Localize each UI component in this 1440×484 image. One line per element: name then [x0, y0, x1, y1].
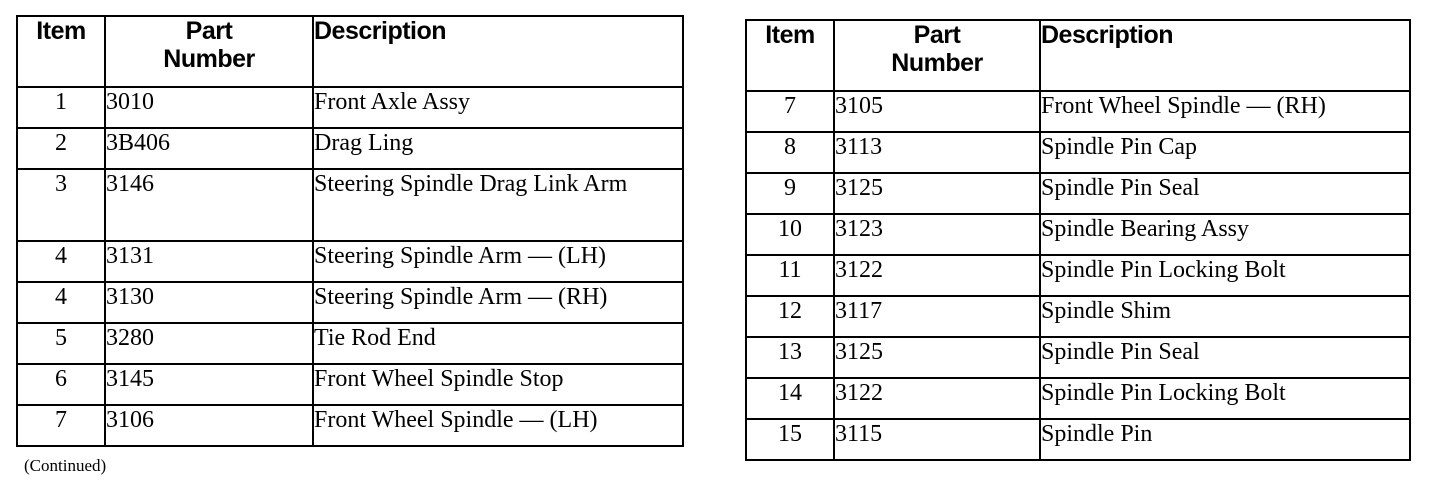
item-cell: 4: [17, 241, 105, 282]
header-part-number-line1: Part: [185, 17, 233, 45]
description-cell: Spindle Pin Locking Bolt: [1040, 378, 1410, 419]
description-cell: Front Wheel Spindle Stop: [313, 364, 683, 405]
description-cell: Spindle Pin Cap: [1040, 132, 1410, 173]
table-row: [746, 419, 1410, 460]
item-cell: 9: [746, 173, 834, 214]
description-cell: Spindle Pin Seal: [1040, 173, 1410, 214]
table-row: [746, 173, 1410, 214]
part-number-cell: 3130: [105, 282, 313, 323]
part-number-cell: 3B406: [105, 128, 313, 169]
description-cell: Tie Rod End: [313, 323, 683, 364]
part-number-cell: 3123: [834, 214, 1040, 255]
part-number-cell: 3125: [834, 337, 1040, 378]
part-number-cell: 3113: [834, 132, 1040, 173]
parts-table-left: [16, 15, 684, 447]
parts-table-right: [745, 19, 1411, 461]
part-number-cell: 3122: [834, 378, 1040, 419]
item-cell: 6: [17, 364, 105, 405]
item-cell: 10: [746, 214, 834, 255]
item-cell: 13: [746, 337, 834, 378]
header-part-number-line1: Part: [913, 21, 961, 49]
part-number-cell: 3105: [834, 91, 1040, 132]
description-cell: Spindle Bearing Assy: [1040, 214, 1410, 255]
item-cell: 8: [746, 132, 834, 173]
item-cell: 14: [746, 378, 834, 419]
part-number-cell: 3115: [834, 419, 1040, 460]
table-row: [746, 132, 1410, 173]
part-number-cell: 3280: [105, 323, 313, 364]
table-row: [746, 214, 1410, 255]
item-cell: 15: [746, 419, 834, 460]
header-description: Description: [1040, 20, 1410, 91]
part-number-cell: 3145: [105, 364, 313, 405]
header-part-number: [834, 20, 1040, 91]
table-row: [17, 282, 683, 323]
table-row: [17, 364, 683, 405]
item-cell: 5: [17, 323, 105, 364]
description-cell: Spindle Pin Seal: [1040, 337, 1410, 378]
description-cell: Drag Ling: [313, 128, 683, 169]
item-cell: 11: [746, 255, 834, 296]
table-row: [17, 323, 683, 364]
description-cell: Spindle Shim: [1040, 296, 1410, 337]
item-cell: 2: [17, 128, 105, 169]
part-number-cell: 3010: [105, 87, 313, 128]
table-row: [17, 241, 683, 282]
part-number-cell: 3125: [834, 173, 1040, 214]
description-cell: Spindle Pin: [1040, 419, 1410, 460]
item-cell: 3: [17, 169, 105, 241]
table-row: [17, 169, 683, 241]
table-row: [746, 255, 1410, 296]
description-cell: Front Wheel Spindle — (LH): [313, 405, 683, 446]
item-cell: 4: [17, 282, 105, 323]
item-cell: 7: [17, 405, 105, 446]
description-cell: Steering Spindle Arm — (RH): [313, 282, 683, 323]
part-number-cell: 3106: [105, 405, 313, 446]
table-row: [746, 91, 1410, 132]
item-cell: 7: [746, 91, 834, 132]
description-cell: Spindle Pin Locking Bolt: [1040, 255, 1410, 296]
header-part-number: [105, 16, 313, 87]
item-cell: 12: [746, 296, 834, 337]
header-item: Item: [746, 20, 834, 91]
table-row: [17, 87, 683, 128]
table-header-row: [17, 16, 683, 87]
header-part-number-line2: Number: [163, 45, 255, 73]
table-row: [17, 128, 683, 169]
description-cell: Steering Spindle Arm — (LH): [313, 241, 683, 282]
header-item: Item: [17, 16, 105, 87]
description-cell: Front Wheel Spindle — (RH): [1040, 91, 1410, 132]
continued-note: (Continued): [24, 456, 107, 475]
table-row: [746, 378, 1410, 419]
part-number-cell: 3146: [105, 169, 313, 241]
table-row: [17, 405, 683, 446]
part-number-cell: 3117: [834, 296, 1040, 337]
table-row: [746, 337, 1410, 378]
description-cell: Steering Spindle Drag Link Arm: [313, 169, 683, 241]
table-header-row: [746, 20, 1410, 91]
table-row: [746, 296, 1410, 337]
header-part-number-line2: Number: [891, 49, 983, 77]
item-cell: 1: [17, 87, 105, 128]
part-number-cell: 3131: [105, 241, 313, 282]
part-number-cell: 3122: [834, 255, 1040, 296]
description-cell: Front Axle Assy: [313, 87, 683, 128]
header-description: Description: [313, 16, 683, 87]
